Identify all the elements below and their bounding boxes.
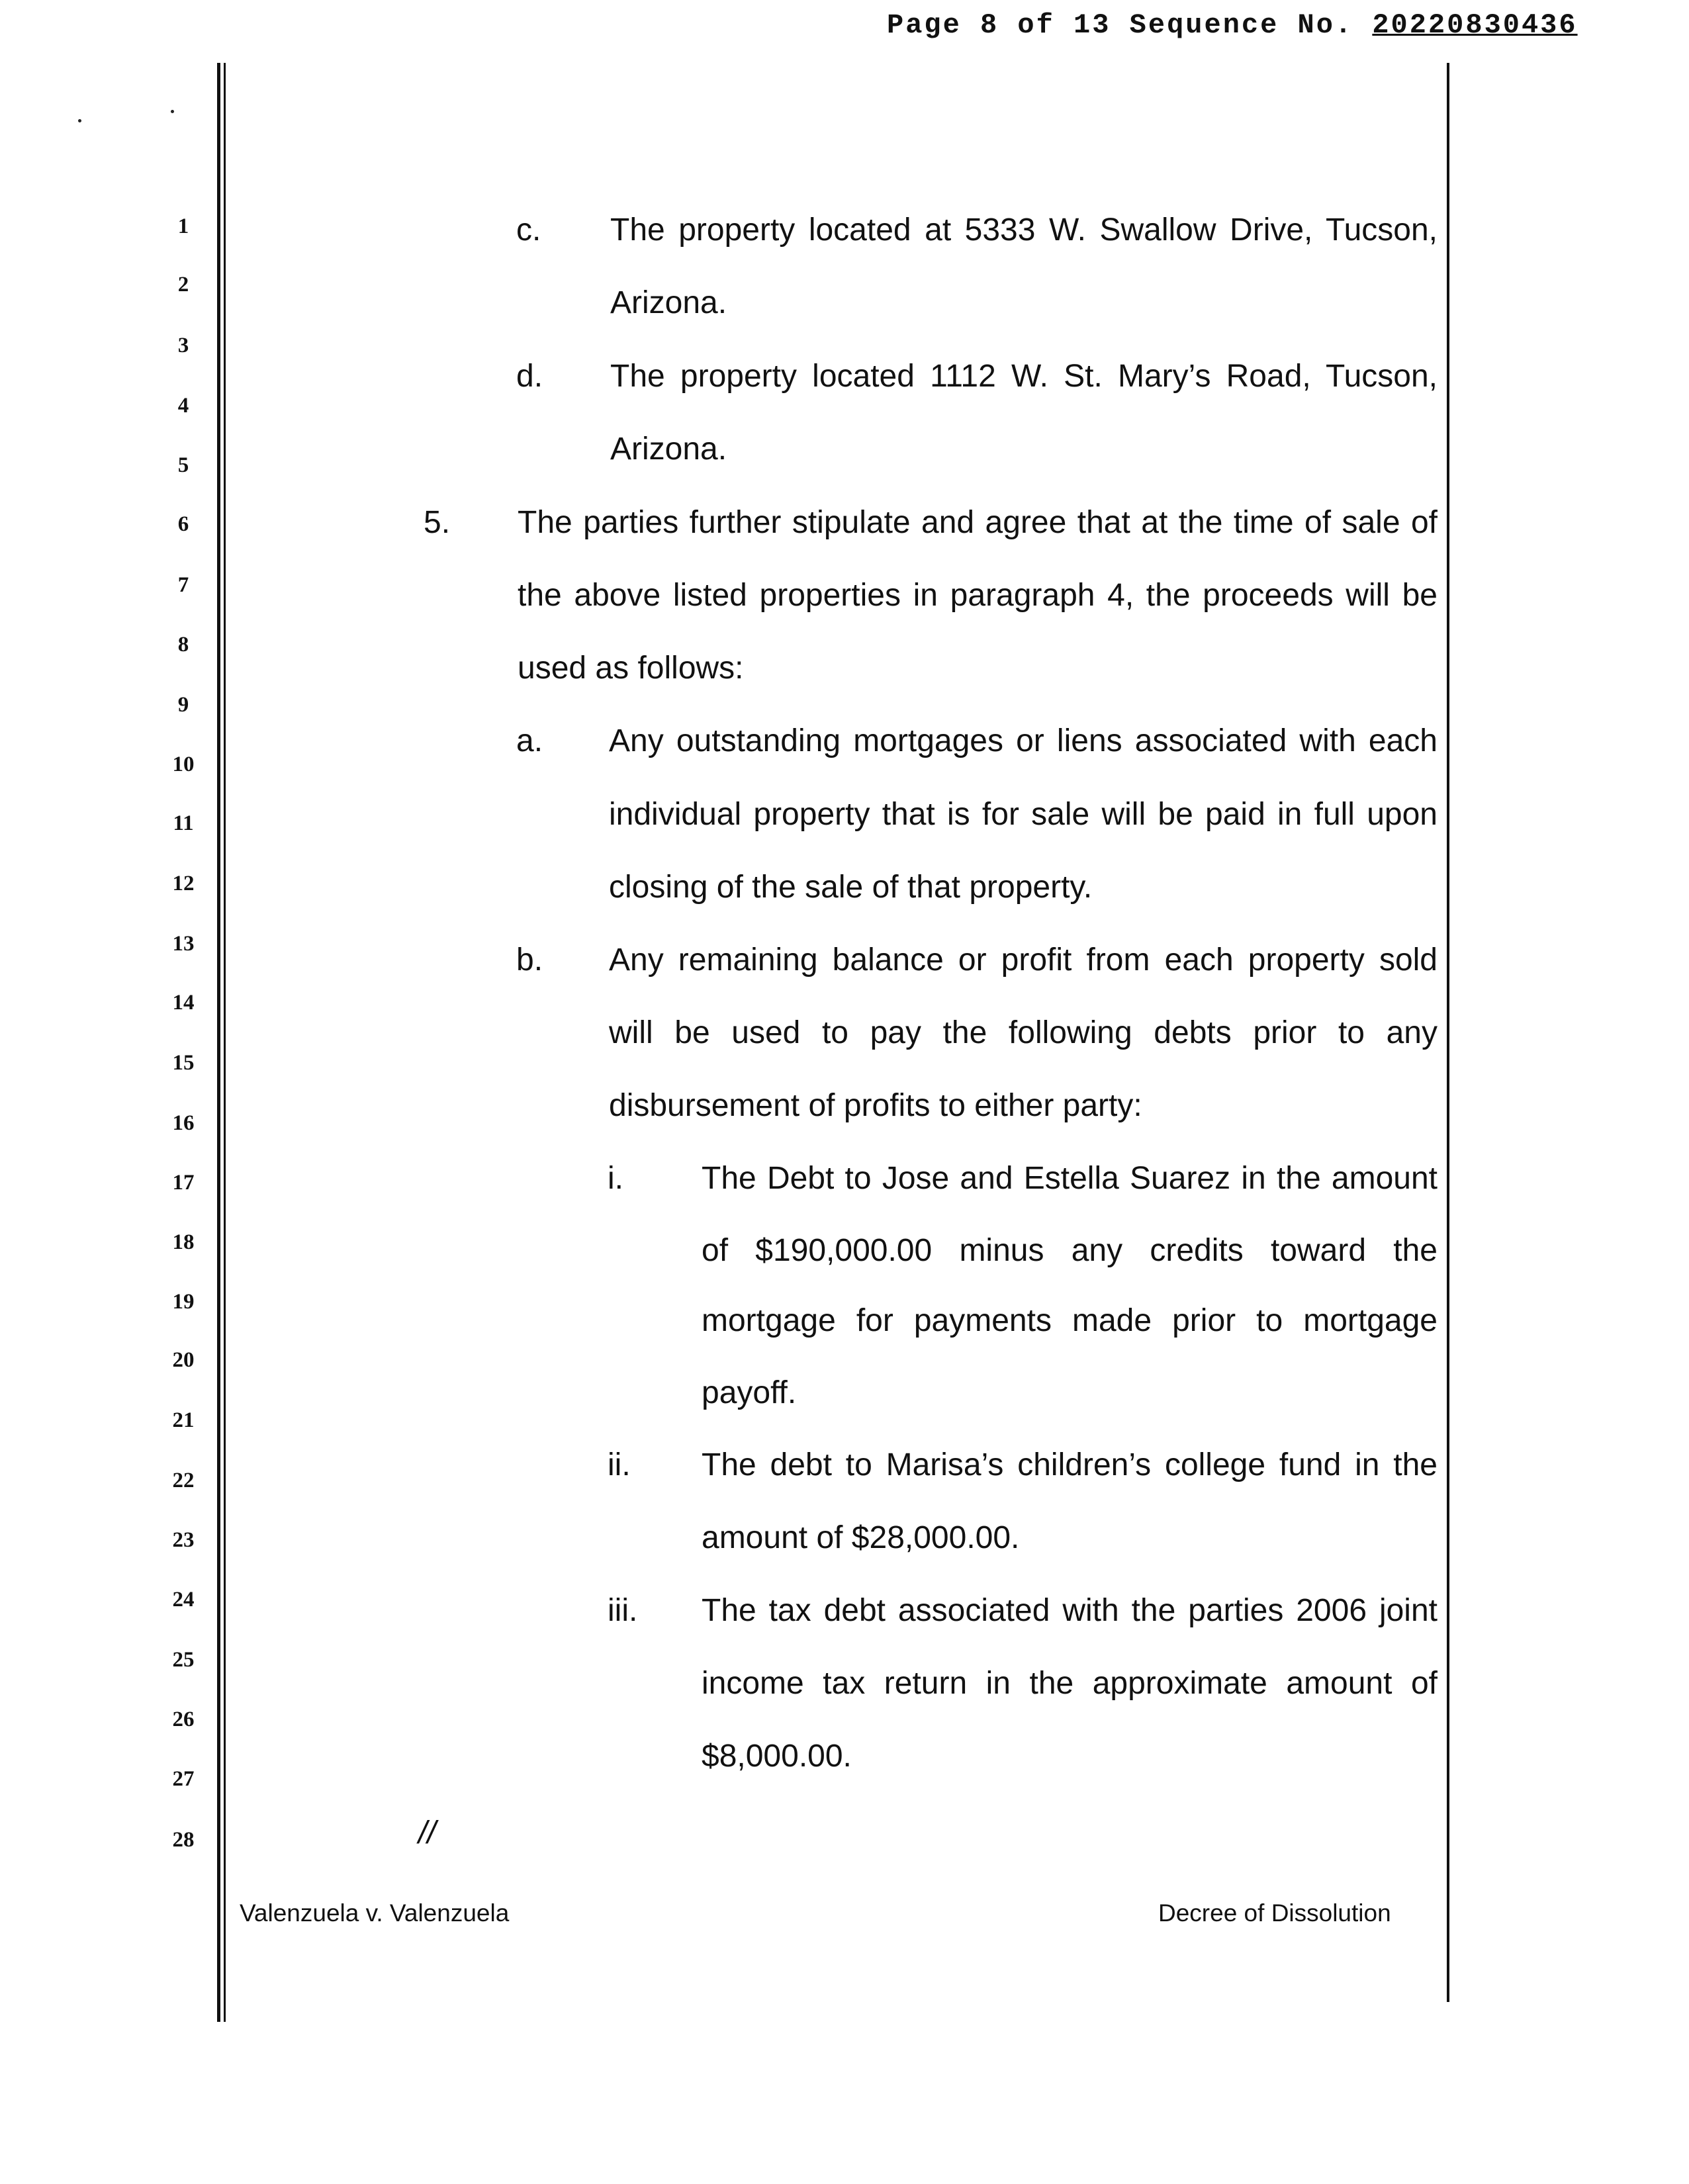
text-line: The parties further stipulate and agree that at the time of sale of — [518, 505, 1438, 540]
list-marker: d. — [516, 359, 543, 394]
sequence-number: 20220830436 — [1372, 9, 1578, 41]
list-marker: b. — [516, 942, 543, 978]
text-line: payoff. — [702, 1375, 797, 1410]
line-number: 24 — [172, 1588, 195, 1612]
continuation-mark: // — [418, 1815, 436, 1850]
line-number: 22 — [172, 1469, 195, 1492]
scan-speck — [171, 110, 174, 113]
text-line: Any remaining balance or profit from each property sold — [609, 942, 1438, 978]
line-number: 21 — [172, 1408, 195, 1432]
page-header — [887, 9, 1615, 41]
text-line: amount of $28,000.00. — [702, 1520, 1020, 1555]
text-line: Arizona. — [610, 432, 727, 467]
line-number: 11 — [173, 811, 194, 835]
line-number: 17 — [172, 1171, 195, 1195]
line-number: 15 — [172, 1051, 195, 1075]
text-line: Arizona. — [610, 285, 727, 320]
text-line: The Debt to Jose and Estella Suarez in the amount — [702, 1161, 1438, 1196]
page-indicator: Page 8 of 13 — [887, 9, 1111, 41]
line-number: 20 — [172, 1348, 195, 1372]
line-number: 16 — [172, 1111, 195, 1135]
left-margin-rule-outer — [217, 63, 220, 2022]
text-line: closing of the sale of that property. — [609, 870, 1093, 905]
text-line: $8,000.00. — [702, 1739, 852, 1774]
text-line: individual property that is for sale will be paid in full upon — [609, 797, 1438, 832]
line-number: 2 — [177, 273, 189, 296]
text-line: The tax debt associated with the parties 2006 joint — [702, 1593, 1438, 1628]
line-number: 25 — [172, 1648, 195, 1672]
text-line: The property located at 5333 W. Swallow Drive, Tucson, — [610, 212, 1438, 248]
text-line: will be used to pay the following debts prior to any — [609, 1015, 1438, 1050]
text-line: Any outstanding mortgages or liens associated with each — [609, 723, 1438, 758]
line-number: 1 — [177, 214, 189, 238]
line-number: 28 — [172, 1828, 195, 1852]
text-line: the above listed properties in paragraph 4, the proceeds will be — [518, 578, 1438, 613]
right-margin-rule — [1447, 63, 1449, 2002]
line-number: 13 — [172, 932, 195, 956]
sequence-label: Sequence No. — [1129, 9, 1354, 41]
list-marker: ii. — [608, 1447, 631, 1482]
line-number: 27 — [172, 1767, 195, 1791]
line-number: 12 — [172, 872, 195, 895]
text-line: used as follows: — [518, 651, 744, 686]
text-line: The debt to Marisa’s children’s college fund in the — [702, 1447, 1438, 1482]
line-number: 8 — [177, 633, 189, 657]
line-number: 6 — [177, 512, 189, 536]
line-number: 26 — [172, 1707, 195, 1731]
text-line: income tax return in the approximate amount of — [702, 1666, 1438, 1701]
line-number: 19 — [172, 1290, 195, 1314]
text-line: The property located 1112 W. St. Mary’s Road, Tucson, — [610, 359, 1438, 394]
line-number: 23 — [172, 1528, 195, 1552]
text-line: of $190,000.00 minus any credits toward the — [702, 1233, 1438, 1268]
line-number: 18 — [172, 1230, 195, 1254]
line-number: 4 — [177, 394, 189, 418]
left-margin-rule-inner — [224, 63, 226, 2022]
list-marker: c. — [516, 212, 541, 248]
footer-document-title: Decree of Dissolution — [1158, 1899, 1391, 1927]
list-marker: iii. — [608, 1593, 638, 1628]
line-number: 10 — [172, 752, 195, 776]
paragraph-number: 5. — [424, 505, 451, 540]
text-line: mortgage for payments made prior to mortgage — [702, 1303, 1438, 1338]
list-marker: a. — [516, 723, 543, 758]
text-line: disbursement of profits to either party: — [609, 1088, 1142, 1123]
line-number: 3 — [177, 334, 189, 357]
line-number: 14 — [172, 991, 195, 1015]
footer-case-caption: Valenzuela v. Valenzuela — [240, 1899, 510, 1927]
line-number: 7 — [177, 573, 189, 597]
list-marker: i. — [608, 1161, 623, 1196]
line-number: 5 — [177, 453, 189, 477]
line-number: 9 — [177, 693, 189, 717]
scan-speck — [78, 119, 81, 122]
